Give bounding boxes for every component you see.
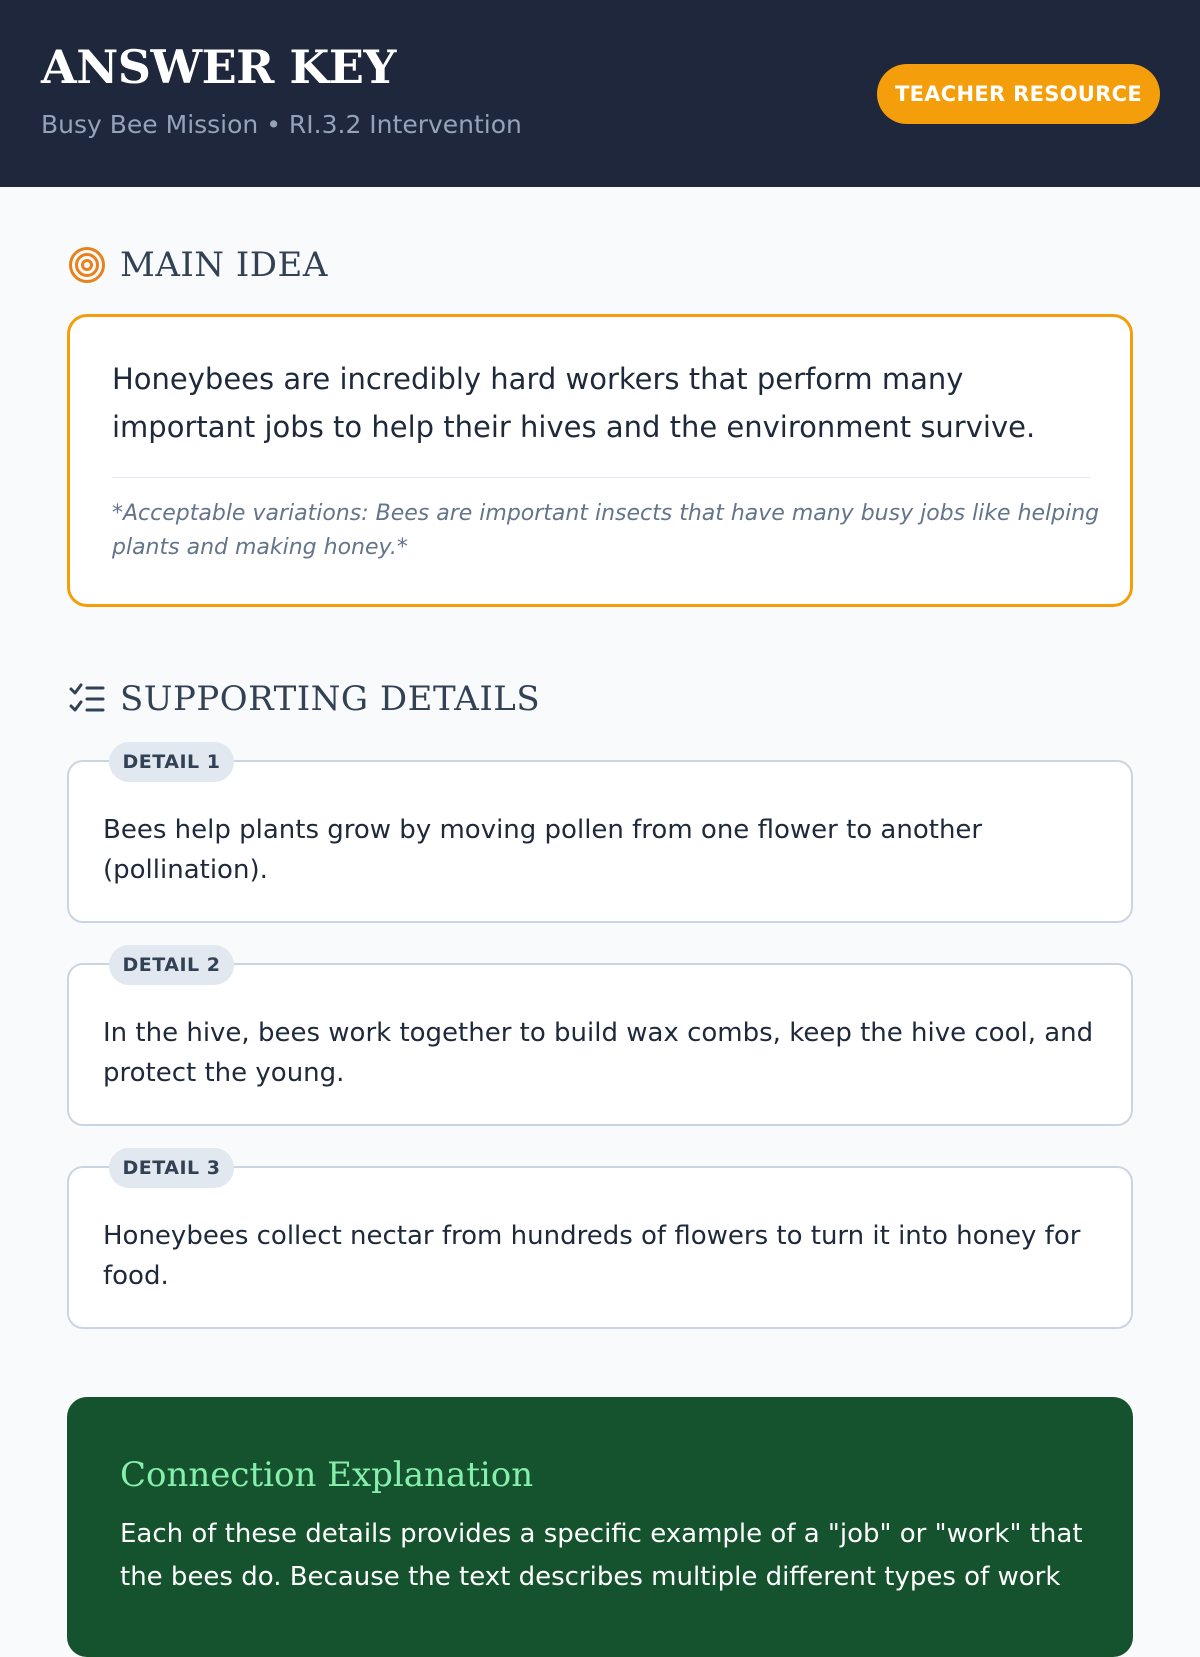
supporting-details-label: SUPPORTING DETAILS <box>120 679 541 719</box>
page-subtitle: Busy Bee Mission • RI.3.2 Intervention <box>41 110 522 139</box>
connection-explanation-card <box>67 1397 1133 1657</box>
supporting-details-heading <box>68 679 540 719</box>
teacher-resource-badge: TEACHER RESOURCE <box>877 64 1160 124</box>
detail-card <box>67 1157 1133 1329</box>
main-idea-text: Honeybees are incredibly hard workers that perform many important jobs to help their hives and the environment survive. <box>112 362 1036 444</box>
detail-text: Bees help plants grow by moving pollen from one flower to another (pollination). <box>103 815 983 885</box>
detail-tag: DETAIL 2 <box>109 945 234 985</box>
divider <box>112 477 1090 478</box>
detail-card <box>67 751 1133 923</box>
main-idea-heading <box>68 245 328 285</box>
detail-text: In the hive, bees work together to build wax combs, keep the hive cool, and protect the young. <box>103 1018 1094 1088</box>
main-idea-label: MAIN IDEA <box>120 245 328 285</box>
detail-card <box>67 954 1133 1126</box>
page-header <box>0 0 1200 187</box>
target-icon <box>68 246 106 284</box>
detail-text: Honeybees collect nectar from hundreds of flowers to turn it into honey for food. <box>103 1221 1081 1291</box>
detail-tag: DETAIL 1 <box>109 742 234 782</box>
checklist-icon <box>68 680 106 718</box>
main-idea-card <box>67 314 1133 607</box>
detail-tag: DETAIL 3 <box>109 1148 234 1188</box>
connection-text: Each of these details provides a specific example of a "job" or "work" that the bees do. Because the text describes multiple different types of work <box>120 1519 1083 1592</box>
acceptable-variations-note: *Acceptable variations: Bees are important insects that have many busy jobs like helping plants and making honey.* <box>112 501 1100 560</box>
page-title: ANSWER KEY <box>41 40 396 94</box>
connection-title: Connection Explanation <box>120 1455 534 1495</box>
